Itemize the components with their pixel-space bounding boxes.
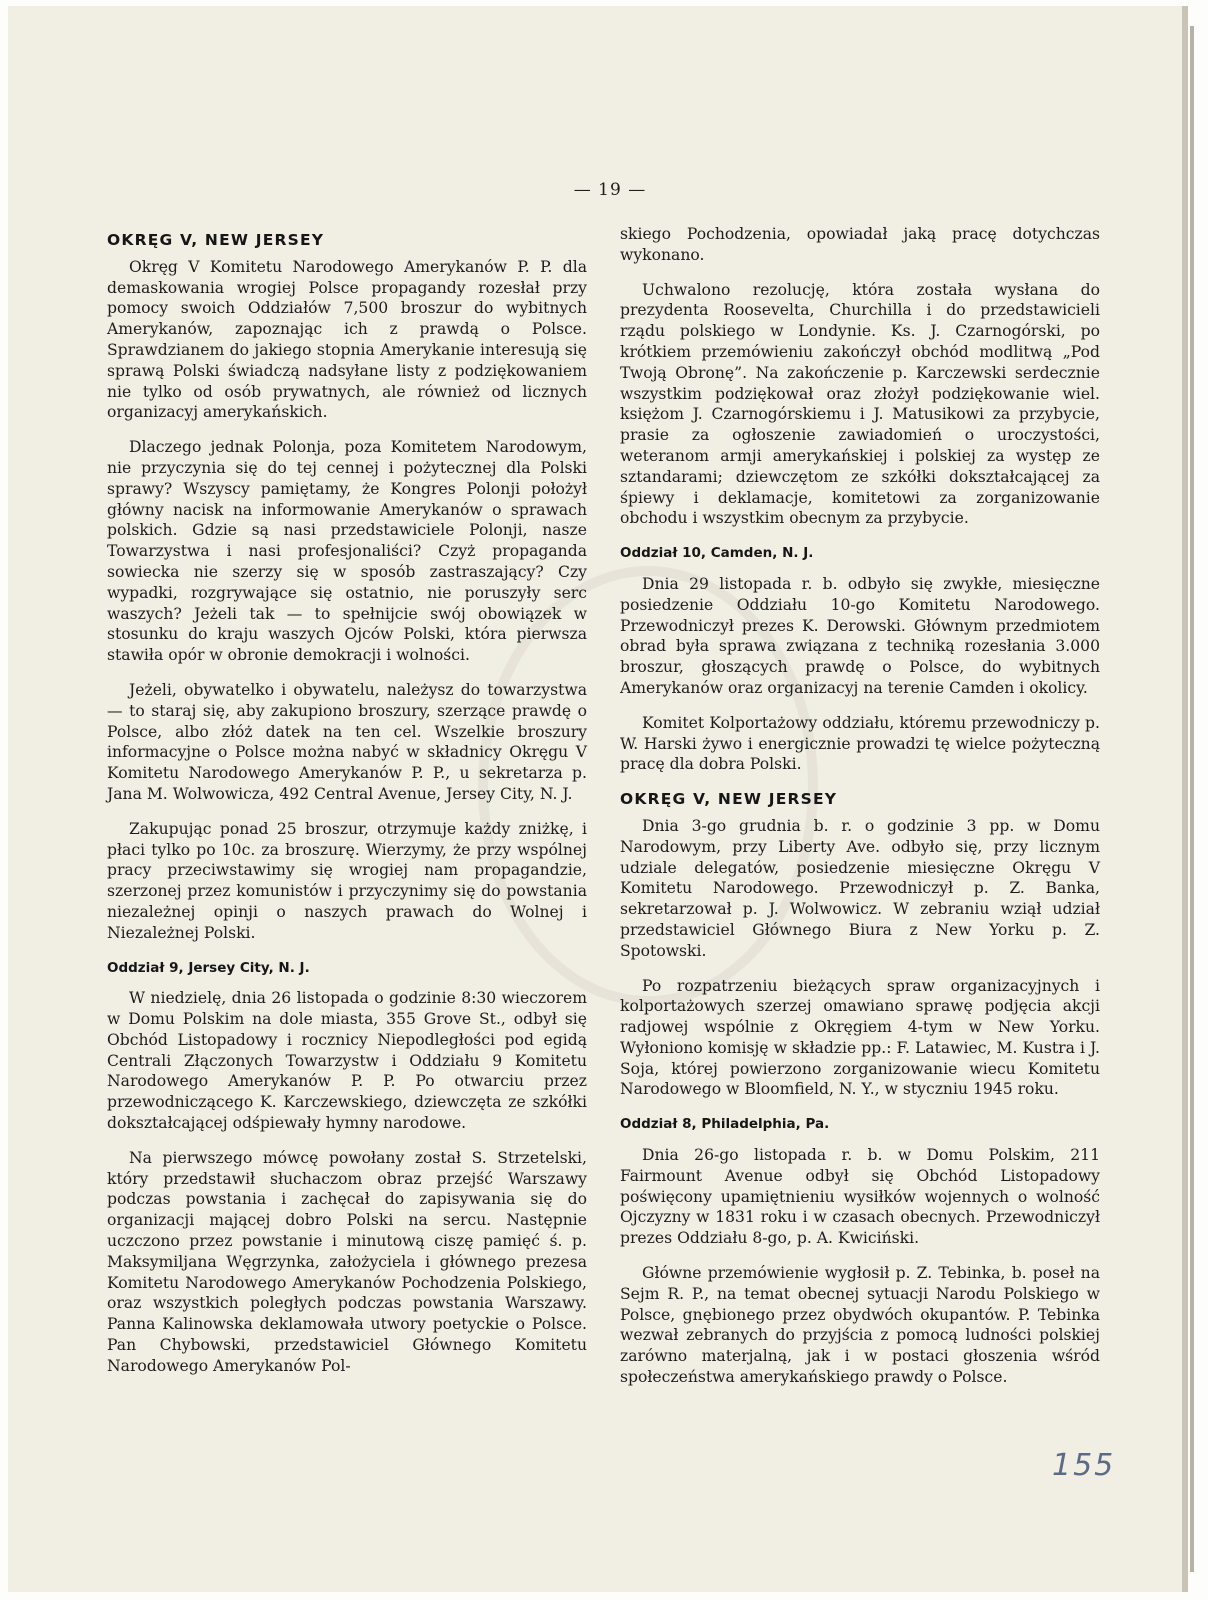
paragraph: W niedzielę, dnia 26 listopada o godzinie 8:30 wieczorem w Domu Polskim na dole miasta, 355 Grove St., odbył się Obchód Listopadowy i rocznicy Niepodległości pod egidą Centrali Złączonych Towarzystw i Oddziału 9 Komitetu Narodowego Amerykanów P. P. Po otwarciu przez przewodniczącego K. Karczewskiego, dziewczęta ze szkółki dokształcającej odśpiewały hymny narodowe.	[107, 989, 587, 1133]
paragraph: Po rozpatrzeniu bieżących spraw organizacyjnych i kolportażowych szerzej omawiano sprawę podjęcia akcji radjowej wspólnie z Okręgiem 4-tym w New Yorku. Wyłoniono komisję w składzie pp.: F. Latawiec, M. Kustra i J. Soja, której powierzono zorganizowanie wiecu Komitetu Narodowego w Bloomfield, N. Y., w styczniu 1945 roku.	[620, 976, 1100, 1099]
section-heading: OKRĘG V, NEW JERSEY	[107, 231, 325, 249]
left-column	[107, 224, 587, 1391]
paragraph: Na pierwszego mówcę powołany został S. Strzetelski, który przedstawił słuchaczom obraz przejść Warszawy podczas powstania i zachęcał do zapisywania się do organizacji mającej dobro Polski na sercu. Następnie uczczono przez powstanie i minutową ciszę pamięć ś. p. Maksymiljana Węgrzynka, założyciela i głównego prezesa Komitetu Narodowego Amerykanów Pochodzenia Polskiego, oraz wszystkich poległych podczas powstania Warszawy. Panna Kalinowska deklamowała utwory poetyckie o Polsce. Pan Chybowski, przedstawiciel Głównego Komitetu Narodowego Amerykanów Pol-	[107, 1148, 587, 1375]
branch-subheading: Oddział 9, Jersey City, N. J.	[107, 959, 310, 976]
paragraph: Dlaczego jednak Polonja, poza Komitetem Narodowym, nie przyczynia się do tej cennej i pożytecznej dla Polski sprawy? Wszyscy pamiętamy, że Kongres Polonji położył główny nacisk na informowanie Amerykanów o sprawach polskich. Gdzie są nasi przedstawiciele Polonji, nasze Towarzystwa i nasi profesjonaliści? Czyż propaganda sowiecka nie szerzy się w sposób zastraszający? Czy wypadki, rozgrywające się ostatnio, nie poruszyły serc waszych? Jeżeli tak — to spełnijcie swój obowiązek w stosunku do kraju waszych Ojców Polski, która pierwsza stawiła opór w obronie demokracji i wolności.	[107, 438, 587, 665]
handwritten-page-number: 155	[1052, 1448, 1116, 1483]
paragraph: Okręg V Komitetu Narodowego Amerykanów P. P. dla demaskowania wrogiej Polsce propagandy rozesłał przy pomocy swoich Oddziałów 7,500 broszur do wybitnych Amerykanów, zapoznając ich z prawdą o Polsce. Sprawdzianem do jakiego stopnia Amerykanie interesują się sprawą Polski świadczą nadsyłane listy z podziękowaniem nie tylko od osób prywatnych, ale również od licznych organizacyj amerykańskich.	[107, 257, 587, 422]
paragraph: Komitet Kolportażowy oddziału, któremu przewodniczy p. W. Harski żywo i energicznie prowadzi tę wielce pożyteczną pracę dla dobra Polski.	[620, 713, 1100, 774]
section-heading: OKRĘG V, NEW JERSEY	[620, 790, 838, 809]
right-column	[620, 224, 1100, 1402]
paragraph: skiego Pochodzenia, opowiadał jaką pracę dotychczas wykonano.	[620, 225, 1100, 264]
paragraph: Dnia 26-go listopada r. b. w Domu Polskim, 211 Fairmount Avenue odbył się Obchód Listopadowy poświęcony upamiętnieniu wysiłków wojennych o wolność Ojczyzny w 1831 roku i w czasach obecnych. Przewodniczył prezes Oddziału 8-go, p. A. Kwiciński.	[620, 1146, 1100, 1248]
paragraph: Jeżeli, obywatelko i obywatelu, należysz do towarzystwa — to staraj się, aby zakupiono broszury, szerzące prawdę o Polsce, albo złóż datek na ten cel. Wszelkie broszury informacyjne o Polsce można nabyć w składnicy Okręgu V Komitetu Narodowego Amerykanów P. P., u sekretarza p. Jana M. Wolwowicza, 492 Central Avenue, Jersey City, N. J.	[107, 680, 587, 803]
branch-subheading: Oddział 8, Philadelphia, Pa.	[620, 1116, 830, 1133]
paragraph: Główne przemówienie wygłosił p. Z. Tebinka, b. poseł na Sejm R. P., na temat obecnej sytuacji Narodu Polskiego w Polsce, gnębionego przez obydwóch okupantów. P. Tebinka wezwał zebranych do przyjścia z pomocą ludności polskiej zarówno materjalną, jak i w postaci głoszenia wśród społeczeństwa amerykańskiego prawdy o Polsce.	[620, 1264, 1100, 1387]
paragraph: Zakupując ponad 25 broszur, otrzymuje każdy zniżkę, i płaci tylko po 10c. za broszurę. Wierzymy, że przy wspólnej pracy przeciwstawimy się wrogiej nam propagandzie, szerzonej przez komunistów i przyczynimy się do powstania niezależnej opinji o naszych prawach do Wolnej i Niezależnej Polski.	[107, 819, 587, 942]
page-number: — 19 —	[573, 180, 647, 200]
paragraph: Dnia 29 listopada r. b. odbyło się zwykłe, miesięczne posiedzenie Oddziału 10-go Komitetu Narodowego. Przewodniczył prezes K. Derowski. Głównym przedmiotem obrad była sprawa związana z techniką rozesłania 3.000 broszur, głoszących prawdę o Polsce, do wybitnych Amerykanów oraz organizacyj na terenie Camden i okolicy.	[620, 574, 1100, 697]
page-edge	[1190, 26, 1194, 1572]
paragraph: Dnia 3-go grudnia b. r. o godzinie 3 pp. w Domu Narodowym, przy Liberty Ave. odbyło się, przy licznym udziale delegatów, posiedzenie miesięczne Okręgu V Komitetu Narodowego. Przewodniczył p. Z. Banka, sekretarzował p. J. Wolwowicz. W zebraniu wziął udział przedstawiciel Głównego Biura z New Yorku p. Z. Spotowski.	[620, 816, 1100, 960]
paragraph: Uchwalono rezolucję, która została wysłana do prezydenta Roosevelta, Churchilla i do przedstawicieli rządu polskiego w Londynie. Ks. J. Czarnogórski, po krótkiem przemówieniu zakończył obchód modlitwą „Pod Twoją Obronę”. Na zakończenie p. Karczewski serdecznie wszystkim podziękował oraz złożył podziękowanie wiel. księżom J. Czarnogórskiemu i J. Matusikowi za przybycie, prasie za ogłoszenie zawiadomień o uroczystości, weteranom armji amerykańskiej i polskiej za występ ze sztandarami; dziewczętom ze szkółki dokształcającej za śpiewy i deklamacje, komitetowi za zorganizowanie obchodu i wszystkim obecnym za przybycie.	[620, 280, 1100, 528]
branch-subheading: Oddział 10, Camden, N. J.	[620, 545, 814, 562]
